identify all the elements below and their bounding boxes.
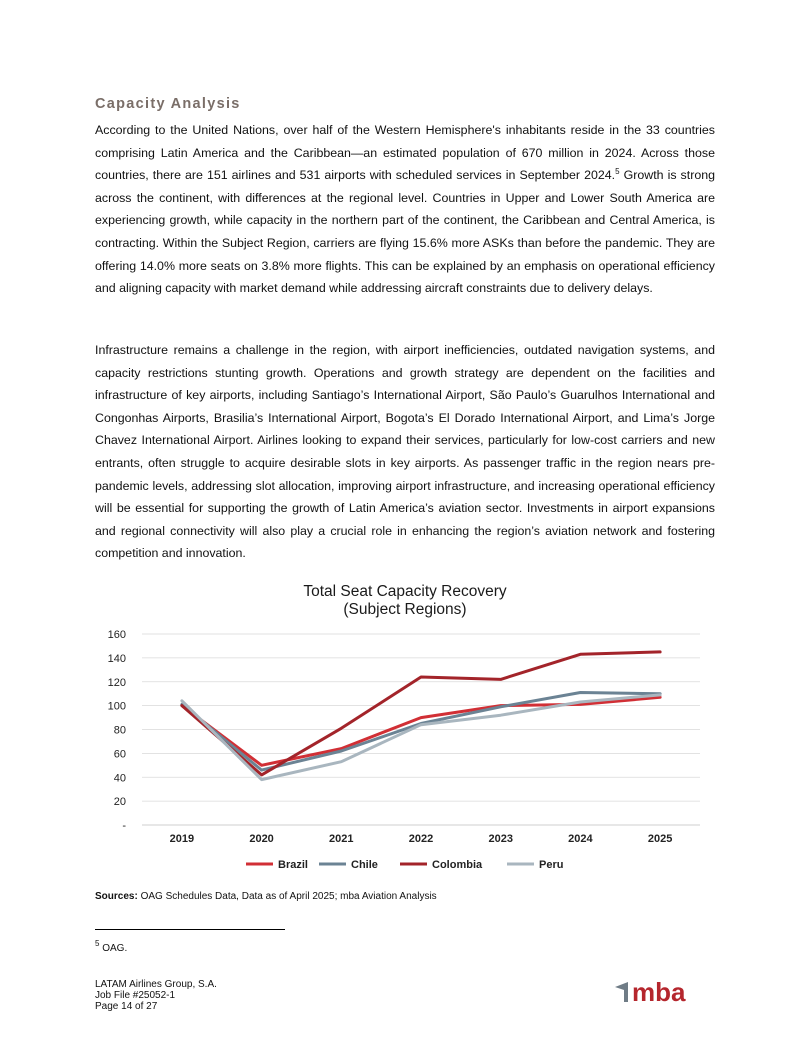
footnote-text: OAG. (102, 943, 128, 954)
page-footer (95, 979, 217, 1012)
x-tick-label: 2022 (408, 833, 434, 845)
section-heading: Capacity Analysis (95, 96, 241, 112)
x-tick-label: 2019 (169, 833, 195, 845)
logo-mark-icon (615, 982, 628, 1002)
footer-job-file: Job File #25052-1 (95, 990, 176, 1001)
sources-label: Sources: (95, 891, 138, 902)
logo-wordmark: mba (632, 979, 686, 1005)
x-tick-label: 2024 (568, 833, 593, 845)
footnote-reference[interactable]: 5 (615, 167, 620, 177)
paragraph-2: Infrastructure remains a challenge in the region, with airport inefficiencies, outdated navigation systems, and capacity restrictions stunting growth. Operations and growth strategy are dependent on the facilities and infrastructure of key airports, including Santiago’s International Airport, São Paulo’s Guarulhos International and Congonhas Airports, Brasilia’s International Airport, Bogota’s El Dorado International Airport, and Lima’s Jorge Chavez International Airport. Airlines looking to expand their services, particularly for low-cost carriers and new entrants, often struggle to acquire desirable slots in key airports. As passenger traffic in the region nears pre-pandemic levels, addressing slot allocation, improving airport infrastructure, and increasing operational efficiency will be essential for supporting the growth of Latin America’s aviation sector. Investments in airport expansions and regional connectivity will also play a crucial role in enhancing the region’s aviation network and fostering competition and innovation. (95, 343, 715, 561)
footnote-divider (95, 929, 285, 930)
footnote-number: 5 (95, 939, 100, 948)
y-tick-label: 60 (113, 748, 126, 761)
y-tick-label: - (122, 820, 126, 832)
sources-note (95, 891, 437, 902)
legend-label-peru: Peru (539, 859, 564, 871)
footer-company: LATAM Airlines Group, S.A. (95, 979, 217, 990)
chart-gridlines (142, 634, 700, 825)
series-line-brazil (182, 697, 660, 765)
legend-label-brazil: Brazil (278, 859, 308, 871)
sources-text: OAG Schedules Data, Data as of April 2025; mba Aviation Analysis (140, 891, 437, 902)
y-tick-label: 140 (107, 652, 126, 665)
y-tick-label: 80 (113, 724, 126, 737)
y-tick-label: 160 (107, 629, 126, 641)
x-tick-label: 2020 (249, 833, 274, 845)
chart-x-axis (170, 833, 673, 845)
legend-label-colombia: Colombia (432, 859, 483, 871)
chart-legend (246, 859, 563, 871)
chart-series (182, 652, 660, 780)
y-tick-label: 100 (107, 700, 126, 713)
footnote (95, 939, 128, 954)
legend-label-chile: Chile (351, 859, 378, 871)
mba-logo (613, 979, 708, 1005)
chart-title: Total Seat Capacity Recovery (303, 583, 507, 600)
x-tick-label: 2021 (329, 833, 354, 845)
footer-page-number: Page 14 of 27 (95, 1001, 158, 1012)
chart-y-axis (108, 629, 127, 832)
paragraph-1-continuation: Growth is strong across the continent, with differences at the regional level. Countries in Upper and Lower South America are experiencing growth, while capacity in the northern part of the continent, the Caribbean and Central America, is contracting. Within the Subject Region, carriers are flying 15.6% more ASKs than before the pandemic. They are offering 14.0% more seats on 3.8% more flights. This can be explained by an emphasis on operational efficiency and aligning capacity with market demand while addressing aircraft constraints due to delivery delays. (95, 168, 715, 296)
series-line-colombia (182, 652, 660, 775)
y-tick-label: 40 (113, 772, 126, 785)
y-tick-label: 120 (107, 676, 126, 689)
chart-subtitle: (Subject Regions) (343, 601, 467, 618)
x-tick-label: 2023 (488, 833, 513, 845)
y-tick-label: 20 (113, 796, 126, 809)
x-tick-label: 2025 (647, 833, 673, 845)
seat-capacity-chart (95, 575, 715, 880)
paragraph-1-text: According to the United Nations, over half of the Western Hemisphere's inhabitants reside in the 33 countries comprising Latin America and the Caribbean—an estimated population of 670 million in 2024. Across those countries, there are 151 airlines and 531 airports with scheduled services in September 2024. (95, 123, 715, 183)
paragraph-1 (95, 119, 715, 300)
